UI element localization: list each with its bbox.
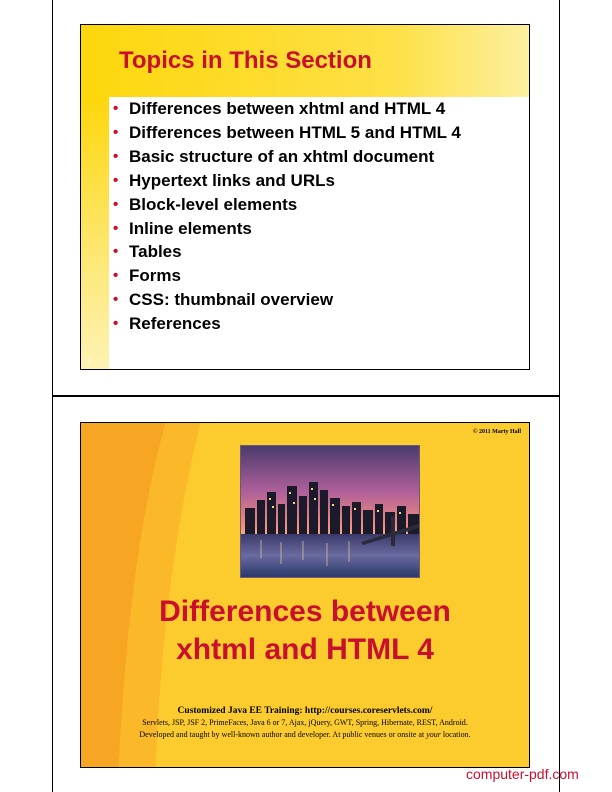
topic-text: Forms	[129, 266, 181, 286]
topics-slide	[80, 24, 530, 370]
section-title-slide	[80, 422, 530, 768]
topic-text: Differences between HTML 5 and HTML 4	[129, 122, 461, 142]
bullet-icon: •	[113, 100, 119, 117]
topic-item	[113, 169, 461, 193]
topic-item	[113, 240, 461, 264]
training-topics: Servlets, JSP, JSF 2, PrimeFaces, Java 6 or 7, Ajax, jQuery, GWT, Spring, Hibernate, REST, Android.	[142, 718, 468, 727]
slide-sidebar-band	[81, 97, 109, 370]
training-description: Developed and taught by well-known author and developer. At public venues or onsite at your location.	[139, 730, 471, 739]
topic-item	[113, 264, 461, 288]
topic-text: Inline elements	[129, 218, 252, 238]
topic-text: CSS: thumbnail overview	[129, 290, 334, 310]
topic-text: Differences between xhtml and HTML 4	[129, 99, 446, 118]
bullet-icon: •	[113, 315, 119, 333]
bullet-icon: •	[113, 243, 119, 261]
city-skyline-photo	[240, 445, 420, 578]
bullet-icon: •	[113, 123, 119, 141]
topic-item	[113, 97, 461, 121]
bullet-icon: •	[113, 291, 119, 309]
bullet-icon: •	[113, 147, 119, 165]
topic-item	[113, 121, 461, 145]
skyline-image	[241, 446, 419, 577]
slide-number: 4	[87, 359, 91, 365]
bullet-icon: •	[113, 195, 119, 213]
bullet-icon: •	[113, 171, 119, 189]
slide-title: Topics in This Section	[119, 47, 372, 74]
topic-text: Basic structure of an xhtml document	[129, 146, 435, 166]
bullet-icon: •	[113, 219, 119, 237]
topic-text: References	[129, 314, 221, 334]
topic-item	[113, 217, 461, 241]
bullet-icon: •	[113, 267, 119, 285]
topic-text: Tables	[129, 242, 182, 262]
topic-item	[113, 145, 461, 169]
site-watermark: computer-pdf.com	[466, 766, 579, 782]
topic-item	[113, 312, 461, 336]
topic-text: Hypertext links and URLs	[129, 170, 335, 190]
training-heading: Customized Java EE Training: http://courses.coreservlets.com/	[177, 706, 433, 716]
section-title-line2: xhtml and HTML 4	[176, 633, 434, 666]
section-title-line1: Differences between	[159, 595, 451, 628]
topic-text: Block-level elements	[129, 194, 298, 214]
topic-item	[113, 288, 461, 312]
copyright-notice: © 2011 Marty Hall	[473, 429, 521, 435]
topics-list	[113, 97, 461, 336]
topic-item	[113, 193, 461, 217]
